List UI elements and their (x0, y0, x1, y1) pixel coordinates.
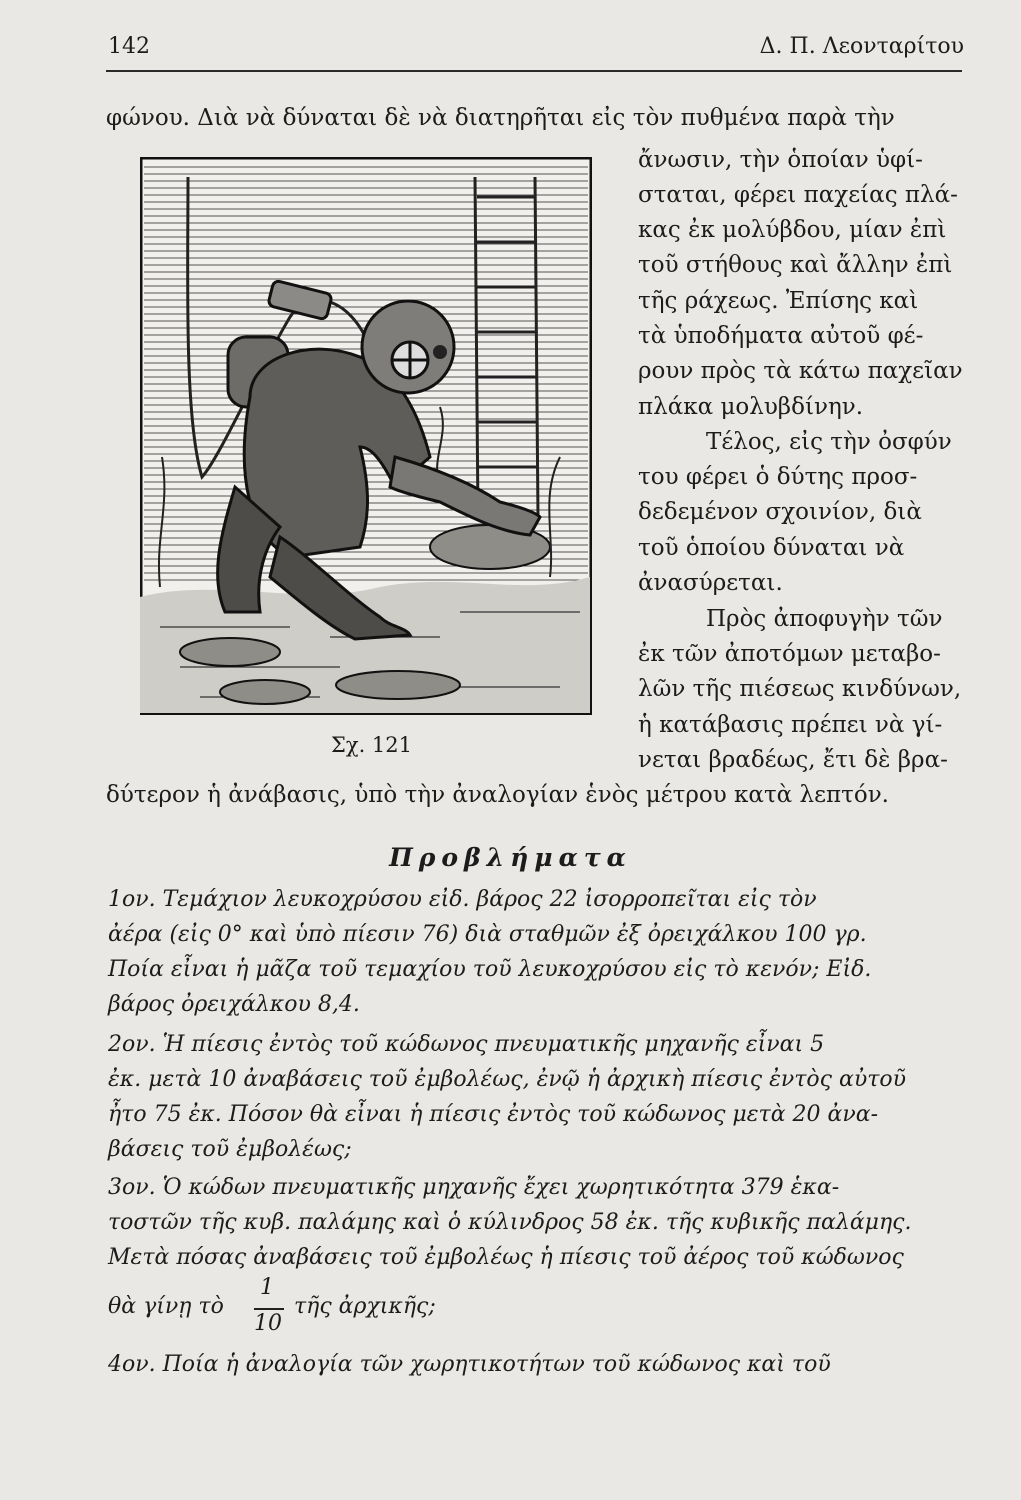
text-line: νεται βραδέως, ἔτι δὲ βρα- (638, 747, 948, 773)
problem-line: βάσεις τοῦ ἐμβολέως; (108, 1137, 352, 1162)
text-line: ἐκ τῶν ἀποτόμων μεταβο- (638, 641, 941, 667)
text-line: τοῦ στήθους καὶ ἄλλην ἐπὶ (638, 252, 953, 278)
page-number: 142 (108, 34, 150, 59)
problem-line: τοστῶν τῆς κυβ. παλάμης καὶ ὁ κύλινδρος 58 ἐκ. τῆς κυβικῆς παλάμης. (108, 1210, 912, 1235)
problem-line: ἐκ. μετὰ 10 ἀναβάσεις τοῦ ἐμβολέως, ἐνῷ ἡ ἀρχικὴ πίεσις ἐντὸς αὐτοῦ (108, 1067, 907, 1092)
text-line: τοῦ ὁποίου δύναται νὰ (638, 535, 905, 561)
problem-line: 1ον. Τεμάχιον λευκοχρύσου εἰδ. βάρος 22 ἰσορροπεῖται εἰς τὸν (108, 887, 817, 912)
problem-line: 2ον. Ἡ πίεσις ἐντὸς τοῦ κώδωνος πνευματικῆς μηχανῆς εἶναι 5 (108, 1032, 825, 1057)
fraction-numerator: 1 (260, 1275, 274, 1300)
problem-line: Ποία εἶναι ἡ μᾶζα τοῦ τεμαχίου τοῦ λευκοχρύσου εἰς τὸ κενόν; Εἰδ. (108, 957, 872, 982)
text-line: τὰ ὑποδήματα αὐτοῦ φέ- (638, 323, 924, 349)
text-line: ἄνωσιν, τὴν ὁποίαν ὑφί- (638, 147, 923, 173)
text-line: Πρὸς ἀποφυγὴν τῶν (706, 606, 943, 632)
figure-caption: Σχ. 121 (331, 733, 413, 757)
fraction-line (108, 1275, 608, 1345)
text-line: ρουν πρὸς τὰ κάτω παχεῖαν (638, 358, 963, 384)
problem-line: ἀέρα (εἰς 0° καὶ ὑπὸ πίεσιν 76) διὰ σταθμῶν ἐξ ὀρειχάλκου 100 γρ. (108, 922, 867, 947)
text-line: δύτερον ἡ ἀνάβασις, ὑπὸ τὴν ἀναλογίαν ἑνὸς μέτρου κατὰ λεπτόν. (106, 782, 889, 808)
text-line: τῆς ράχεως. Ἐπίσης καὶ (638, 288, 919, 314)
text-line: δεδεμένον σχοινίον, διὰ (638, 499, 922, 525)
problem-line: ἦτο 75 ἐκ. Πόσον θὰ εἶναι ἡ πίεσις ἐντὸς τοῦ κώδωνος μετὰ 20 ἀνα- (108, 1102, 879, 1127)
text-line: του φέρει ὁ δύτης προσ- (638, 464, 918, 490)
text-line: Τέλος, εἰς τὴν ὀσφύν (706, 429, 952, 455)
problem-line: Μετὰ πόσας ἀναβάσεις τοῦ ἐμβολέως ἡ πίεσις τοῦ ἀέρος τοῦ κώδωνος (108, 1245, 904, 1270)
header-rule (106, 70, 962, 72)
text-line: σταται, φέρει παχείας πλά- (638, 182, 958, 208)
problem-line: βάρος ὀρειχάλκου 8,4. (108, 992, 360, 1017)
text-line: ἀνασύρεται. (638, 570, 783, 596)
page-header (108, 34, 964, 64)
text-line: πλάκα μολυβδίνην. (638, 394, 864, 420)
fraction-before: θὰ γίνῃ τὸ (108, 1294, 224, 1319)
text-line: λῶν τῆς πιέσεως κινδύνων, (638, 676, 962, 702)
diver-illustration (140, 157, 592, 715)
text-line: κας ἐκ μολύβδου, μίαν ἐπὶ (638, 217, 947, 243)
text-line: φώνου. Διὰ νὰ δύναται δὲ νὰ διατηρῆται εἰς τὸν πυθμένα παρὰ τὴν (106, 105, 895, 131)
fraction-denominator: 10 (254, 1311, 282, 1336)
running-head: Δ. Π. Λεονταρίτου (759, 34, 964, 59)
text-line: ἡ κατάβασις πρέπει νὰ γί- (638, 712, 943, 738)
fraction-after: τῆς ἀρχικῆς; (294, 1294, 436, 1319)
problem-line: 3ον. Ὁ κώδων πνευματικῆς μηχανῆς ἔχει χωρητικότητα 379 ἑκα- (108, 1175, 840, 1200)
section-heading: Προβλήματα (389, 843, 632, 872)
fraction-bar (254, 1308, 284, 1310)
problem-line: 4ον. Ποία ἡ ἀναλογία τῶν χωρητικοτήτων τοῦ κώδωνος καὶ τοῦ (108, 1352, 831, 1377)
